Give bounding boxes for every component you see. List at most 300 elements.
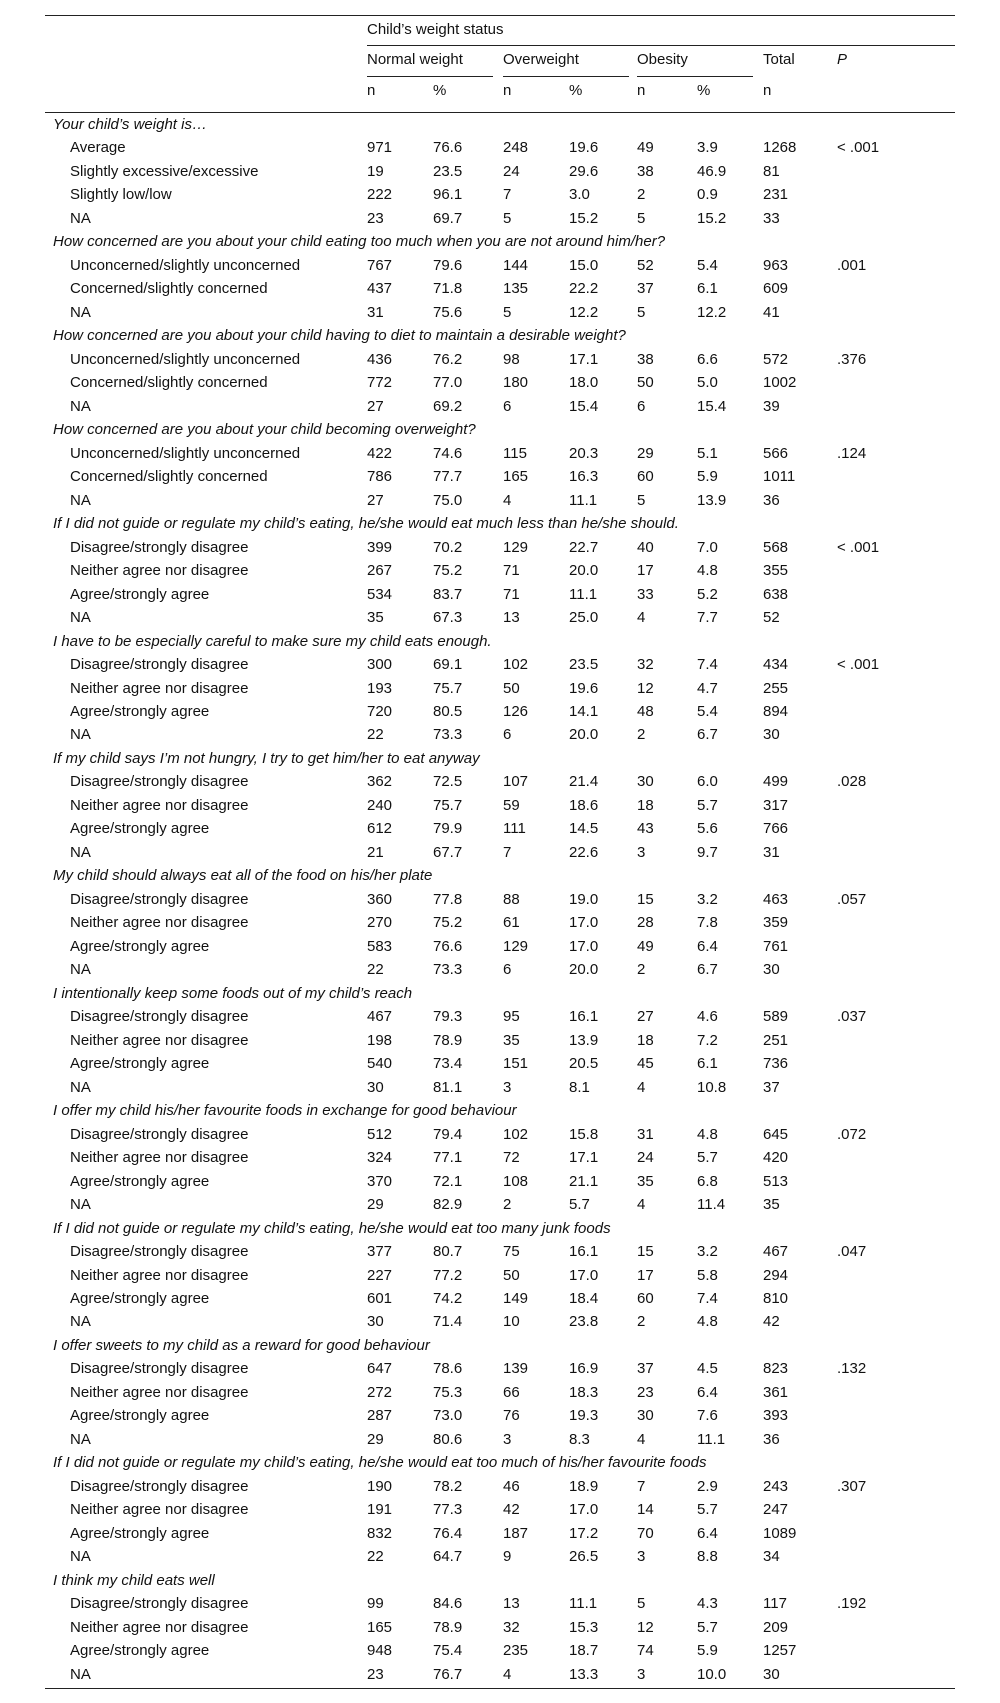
table-cell: 19.6 bbox=[569, 679, 599, 697]
table-cell: 11.1 bbox=[697, 1430, 726, 1448]
question-heading: How concerned are you about your child eating too much when you are not around him/her? bbox=[53, 233, 666, 251]
p-value: < .001 bbox=[837, 656, 880, 674]
table-cell: 77.0 bbox=[433, 374, 463, 392]
p-value: .132 bbox=[837, 1360, 867, 1378]
table-cell: 6.7 bbox=[697, 961, 718, 979]
table-cell: 31 bbox=[763, 843, 780, 861]
table-cell: 17.1 bbox=[569, 1149, 599, 1167]
table-cell: 98 bbox=[503, 350, 520, 368]
table-cell: 7.4 bbox=[697, 1290, 718, 1307]
table-cell: 22 bbox=[367, 726, 384, 744]
question-heading: Your child’s weight is… bbox=[53, 116, 207, 133]
table-cell: 15.4 bbox=[569, 397, 599, 415]
table-cell: 67.7 bbox=[433, 843, 463, 861]
table-cell: 60 bbox=[637, 1290, 654, 1307]
p-value: .192 bbox=[837, 1595, 867, 1613]
table-cell: 243 bbox=[763, 1477, 789, 1495]
table-cell: 4.5 bbox=[697, 1360, 718, 1378]
table-cell: 1268 bbox=[763, 139, 797, 157]
table-cell: 71 bbox=[503, 562, 520, 580]
table-cell: 23 bbox=[637, 1383, 654, 1401]
table-cell: 5.9 bbox=[697, 468, 718, 486]
table-cell: 513 bbox=[763, 1172, 789, 1190]
row-label: Disagree/strongly disagree bbox=[70, 656, 249, 674]
table-cell: 4 bbox=[637, 1196, 646, 1214]
col-obesity: Obesity bbox=[637, 51, 688, 68]
row-label: Neither agree nor disagree bbox=[70, 679, 249, 697]
row-label: Disagree/strongly disagree bbox=[70, 1595, 249, 1613]
table-cell: 13.9 bbox=[697, 491, 727, 509]
row-label: Disagree/strongly disagree bbox=[70, 890, 249, 908]
row-label: NA bbox=[70, 609, 91, 627]
table-cell: 4 bbox=[637, 1078, 646, 1096]
row-label: Unconcerned/slightly unconcerned bbox=[70, 350, 301, 368]
table-cell: 76 bbox=[503, 1407, 520, 1425]
table-cell: 5.7 bbox=[569, 1196, 590, 1214]
p-value: .057 bbox=[837, 890, 867, 908]
table-cell: 5.4 bbox=[697, 703, 718, 720]
table-cell: 4.8 bbox=[697, 1313, 718, 1331]
table-cell: 198 bbox=[367, 1031, 393, 1049]
table-cell: 99 bbox=[367, 1595, 384, 1613]
row-label: Agree/strongly agree bbox=[70, 1524, 210, 1542]
table-cell: 17.0 bbox=[569, 937, 599, 955]
p-value: .001 bbox=[837, 256, 867, 274]
top-rule bbox=[45, 15, 955, 16]
table-cell: 832 bbox=[367, 1524, 393, 1542]
row-label: Concerned/slightly concerned bbox=[70, 468, 268, 486]
table-cell: 11.1 bbox=[569, 585, 598, 603]
row-label: Neither agree nor disagree bbox=[70, 1031, 249, 1049]
table-cell: 720 bbox=[367, 703, 393, 720]
table-cell: 589 bbox=[763, 1008, 789, 1026]
row-label: Neither agree nor disagree bbox=[70, 1501, 249, 1519]
table-cell: 30 bbox=[763, 961, 780, 979]
table-cell: 31 bbox=[637, 1125, 654, 1143]
row-label: Disagree/strongly disagree bbox=[70, 773, 249, 791]
question-heading: I have to be especially careful to make sure my child eats enough. bbox=[53, 632, 492, 650]
table-cell: 72.5 bbox=[433, 773, 463, 791]
table-cell: 3.2 bbox=[697, 1243, 718, 1261]
table-cell: 78.6 bbox=[433, 1360, 463, 1378]
table-cell: 4.8 bbox=[697, 1125, 718, 1143]
table-cell: 67.3 bbox=[433, 609, 463, 627]
table-cell: 75.4 bbox=[433, 1642, 463, 1660]
table-cell: 21.1 bbox=[569, 1172, 599, 1190]
table-cell: 767 bbox=[367, 256, 393, 274]
table-cell: 40 bbox=[637, 538, 654, 556]
table-cell: 7.2 bbox=[697, 1031, 718, 1049]
table-cell: 77.3 bbox=[433, 1501, 463, 1519]
row-label: Concerned/slightly concerned bbox=[70, 280, 268, 298]
rule-normal bbox=[367, 76, 493, 77]
table-cell: 583 bbox=[367, 937, 393, 955]
table-cell: 609 bbox=[763, 280, 789, 298]
table-cell: 25.0 bbox=[569, 609, 599, 627]
table-cell: 5.6 bbox=[697, 820, 718, 838]
table-cell: 129 bbox=[503, 937, 529, 955]
table-cell: 6 bbox=[503, 726, 512, 744]
table-cell: 74.2 bbox=[433, 1290, 463, 1307]
table-cell: 17.0 bbox=[569, 1501, 599, 1519]
table-cell: 126 bbox=[503, 703, 529, 720]
table-cell: 4.8 bbox=[697, 562, 718, 580]
table-cell: 52 bbox=[637, 256, 654, 274]
table-cell: 76.2 bbox=[433, 350, 463, 368]
table-cell: 647 bbox=[367, 1360, 393, 1378]
table-cell: 24 bbox=[637, 1149, 654, 1167]
table-cell: 50 bbox=[503, 1266, 520, 1284]
col-total: Total bbox=[763, 51, 795, 68]
table-cell: 14.1 bbox=[569, 703, 599, 720]
table-cell: 34 bbox=[763, 1548, 780, 1566]
row-label: Agree/strongly agree bbox=[70, 1055, 210, 1073]
table-cell: 4 bbox=[503, 491, 512, 509]
table-cell: 6 bbox=[503, 961, 512, 979]
row-label: Unconcerned/slightly unconcerned bbox=[70, 444, 301, 462]
table-cell: 12.2 bbox=[697, 303, 727, 321]
table-cell: 971 bbox=[367, 139, 393, 157]
table-cell: 108 bbox=[503, 1172, 529, 1190]
table-cell: 82.9 bbox=[433, 1196, 463, 1214]
table-cell: 95 bbox=[503, 1008, 520, 1026]
table-cell: 11.1 bbox=[569, 491, 598, 509]
table-cell: 17.0 bbox=[569, 914, 599, 932]
table-cell: 27 bbox=[367, 491, 384, 509]
table-cell: 79.3 bbox=[433, 1008, 463, 1026]
table-cell: 73.4 bbox=[433, 1055, 463, 1073]
table-cell: 317 bbox=[763, 796, 789, 814]
table-cell: 76.7 bbox=[433, 1665, 463, 1683]
table-cell: 22 bbox=[367, 1548, 384, 1566]
table-cell: 37 bbox=[763, 1078, 780, 1096]
table-cell: 77.8 bbox=[433, 890, 463, 908]
table-cell: 17.0 bbox=[569, 1266, 599, 1284]
table-cell: 84.6 bbox=[433, 1595, 463, 1613]
table-cell: 5.1 bbox=[697, 444, 718, 462]
table-cell: 7 bbox=[503, 843, 512, 861]
table-cell: 165 bbox=[367, 1618, 393, 1636]
sub-n: n bbox=[637, 82, 646, 99]
table-cell: 11.4 bbox=[697, 1196, 726, 1214]
table-cell: 209 bbox=[763, 1618, 789, 1636]
table-cell: 7.4 bbox=[697, 656, 718, 674]
table-cell: 15 bbox=[637, 890, 654, 908]
table-cell: 5 bbox=[503, 209, 512, 227]
table-cell: 540 bbox=[367, 1055, 393, 1073]
p-value: .072 bbox=[837, 1125, 867, 1143]
table-cell: 0.9 bbox=[697, 186, 718, 204]
row-label: Average bbox=[70, 139, 126, 157]
table-cell: 5.8 bbox=[697, 1266, 718, 1284]
table-cell: 38 bbox=[637, 162, 654, 180]
table-cell: 19.0 bbox=[569, 890, 599, 908]
table-cell: 2 bbox=[637, 1313, 646, 1331]
table-cell: 111 bbox=[503, 820, 526, 838]
table-cell: 499 bbox=[763, 773, 789, 791]
question-heading: I intentionally keep some foods out of my child’s reach bbox=[53, 984, 413, 1002]
table-cell: 948 bbox=[367, 1642, 393, 1660]
table-cell: 7.8 bbox=[697, 914, 718, 932]
row-label: NA bbox=[70, 397, 91, 415]
table-cell: 29 bbox=[367, 1196, 384, 1214]
table-cell: 512 bbox=[367, 1125, 393, 1143]
row-label: Concerned/slightly concerned bbox=[70, 374, 268, 392]
table-cell: 422 bbox=[367, 444, 393, 462]
table-cell: 20.0 bbox=[569, 726, 599, 744]
row-label: Neither agree nor disagree bbox=[70, 1618, 249, 1636]
table-cell: 9 bbox=[503, 1548, 512, 1566]
row-label: Slightly excessive/excessive bbox=[70, 162, 259, 180]
p-value: < .001 bbox=[837, 538, 880, 556]
table-cell: 23.5 bbox=[433, 162, 463, 180]
table-cell: 270 bbox=[367, 914, 393, 932]
table-cell: 36 bbox=[763, 491, 780, 509]
table-cell: 144 bbox=[503, 256, 529, 274]
row-label: NA bbox=[70, 1430, 91, 1448]
table-cell: 191 bbox=[367, 1501, 393, 1519]
table-cell: 102 bbox=[503, 1125, 529, 1143]
table-cell: 4.3 bbox=[697, 1595, 718, 1613]
table-cell: 436 bbox=[367, 350, 393, 368]
table-cell: 16.1 bbox=[569, 1243, 599, 1261]
table-cell: 294 bbox=[763, 1266, 789, 1284]
table-cell: 227 bbox=[367, 1266, 393, 1284]
row-label: NA bbox=[70, 1196, 91, 1214]
sub-n: n bbox=[367, 82, 376, 99]
row-label: NA bbox=[70, 303, 91, 321]
table-cell: 251 bbox=[763, 1031, 789, 1049]
table-cell: 30 bbox=[367, 1313, 384, 1331]
row-label: Disagree/strongly disagree bbox=[70, 1008, 249, 1026]
table-cell: 61 bbox=[503, 914, 520, 932]
table-cell: 370 bbox=[367, 1172, 393, 1190]
table-cell: 1089 bbox=[763, 1524, 797, 1542]
table-cell: 572 bbox=[763, 350, 789, 368]
table-cell: 18.3 bbox=[569, 1383, 599, 1401]
table-cell: 8.1 bbox=[569, 1078, 590, 1096]
table-cell: 69.7 bbox=[433, 209, 463, 227]
table-cell: 73.3 bbox=[433, 726, 463, 744]
row-label: Neither agree nor disagree bbox=[70, 1266, 249, 1284]
table-cell: 29.6 bbox=[569, 162, 599, 180]
table-cell: 180 bbox=[503, 374, 529, 392]
table-cell: 83.7 bbox=[433, 585, 463, 603]
table-cell: 33 bbox=[763, 209, 780, 227]
table-cell: 71.4 bbox=[433, 1313, 463, 1331]
table-cell: 77.7 bbox=[433, 468, 463, 486]
row-label: NA bbox=[70, 1313, 91, 1331]
table-cell: 32 bbox=[637, 656, 654, 674]
table-cell: 359 bbox=[763, 914, 789, 932]
row-label: Neither agree nor disagree bbox=[70, 914, 249, 932]
table-cell: 12.2 bbox=[569, 303, 599, 321]
table-cell: 81.1 bbox=[433, 1078, 463, 1096]
row-label: Agree/strongly agree bbox=[70, 1407, 210, 1425]
table-cell: 638 bbox=[763, 585, 789, 603]
table-cell: 222 bbox=[367, 186, 393, 204]
table-cell: 74.6 bbox=[433, 444, 463, 462]
table-cell: 18.6 bbox=[569, 796, 599, 814]
table-cell: 1257 bbox=[763, 1642, 797, 1660]
table-cell: 5.9 bbox=[697, 1642, 718, 1660]
table-cell: 48 bbox=[637, 703, 654, 720]
table-cell: 360 bbox=[367, 890, 393, 908]
row-label: Disagree/strongly disagree bbox=[70, 1477, 249, 1495]
table-cell: 76.6 bbox=[433, 139, 463, 157]
table-cell: 46 bbox=[503, 1477, 520, 1495]
table-cell: 52 bbox=[763, 609, 780, 627]
row-label: NA bbox=[70, 961, 91, 979]
table-cell: 27 bbox=[367, 397, 384, 415]
question-heading: My child should always eat all of the food on his/her plate bbox=[53, 867, 433, 885]
table-cell: 463 bbox=[763, 890, 789, 908]
col-overweight: Overweight bbox=[503, 51, 579, 68]
table-cell: 377 bbox=[367, 1243, 393, 1261]
table-cell: 6.4 bbox=[697, 1383, 718, 1401]
table-cell: 74 bbox=[637, 1642, 654, 1660]
table-cell: 3.2 bbox=[697, 890, 718, 908]
table-cell: 66 bbox=[503, 1383, 520, 1401]
table-cell: 23 bbox=[367, 209, 384, 227]
sub-n: n bbox=[503, 82, 512, 99]
table-cell: 88 bbox=[503, 890, 520, 908]
p-value: .047 bbox=[837, 1243, 867, 1261]
table-cell: 3 bbox=[637, 1665, 646, 1683]
table-cell: 39 bbox=[763, 397, 780, 415]
row-label: Agree/strongly agree bbox=[70, 937, 210, 955]
table-cell: 8.8 bbox=[697, 1548, 718, 1566]
table-cell: 300 bbox=[367, 656, 393, 674]
rule-overweight bbox=[503, 76, 629, 77]
table-cell: 81 bbox=[763, 162, 780, 180]
table-cell: 22.7 bbox=[569, 538, 599, 556]
table-cell: 151 bbox=[503, 1055, 529, 1073]
row-label: NA bbox=[70, 1548, 91, 1566]
table-cell: 2 bbox=[637, 186, 646, 204]
table-cell: 80.5 bbox=[433, 703, 463, 720]
table-cell: 15.0 bbox=[569, 256, 599, 274]
question-heading: I think my child eats well bbox=[53, 1571, 215, 1589]
table-cell: 3.9 bbox=[697, 139, 718, 157]
table-cell: 77.1 bbox=[433, 1149, 463, 1167]
row-label: NA bbox=[70, 1665, 91, 1683]
table-cell: 736 bbox=[763, 1055, 789, 1073]
table-cell: 18 bbox=[637, 1031, 654, 1049]
table-cell: 19.6 bbox=[569, 139, 599, 157]
table-cell: 23 bbox=[367, 1665, 384, 1683]
table-cell: 37 bbox=[637, 1360, 654, 1378]
table-cell: 79.6 bbox=[433, 256, 463, 274]
table-cell: 5 bbox=[637, 303, 646, 321]
table-cell: 3.0 bbox=[569, 186, 590, 204]
table-cell: 75.7 bbox=[433, 679, 463, 697]
table-cell: 287 bbox=[367, 1407, 393, 1425]
table-cell: 37 bbox=[637, 280, 654, 298]
table-cell: 18.9 bbox=[569, 1477, 599, 1495]
row-label: Disagree/strongly disagree bbox=[70, 1360, 249, 1378]
table-cell: 18.4 bbox=[569, 1290, 599, 1307]
table-cell: 6 bbox=[503, 397, 512, 415]
table-cell: 30 bbox=[637, 773, 654, 791]
table-cell: 566 bbox=[763, 444, 789, 462]
table-cell: 20.0 bbox=[569, 562, 599, 580]
table-cell: 2 bbox=[637, 726, 646, 744]
table-cell: 5 bbox=[637, 1595, 646, 1613]
table-cell: 568 bbox=[763, 538, 789, 556]
table-cell: 766 bbox=[763, 820, 789, 838]
table-cell: 393 bbox=[763, 1407, 789, 1425]
table-cell: 6.7 bbox=[697, 726, 718, 744]
table-cell: 6.4 bbox=[697, 1524, 718, 1542]
table-cell: 193 bbox=[367, 679, 393, 697]
table-cell: 13.9 bbox=[569, 1031, 599, 1049]
table-cell: 46.9 bbox=[697, 162, 727, 180]
table-cell: 42 bbox=[763, 1313, 780, 1331]
table-cell: 80.7 bbox=[433, 1243, 463, 1261]
table-cell: 20.3 bbox=[569, 444, 599, 462]
table-cell: 362 bbox=[367, 773, 393, 791]
table-cell: 2 bbox=[637, 961, 646, 979]
table-cell: 29 bbox=[367, 1430, 384, 1448]
table-cell: 5.4 bbox=[697, 256, 718, 274]
p-value: .376 bbox=[837, 350, 867, 368]
sub-pct: % bbox=[433, 82, 447, 99]
group-header: Child’s weight status bbox=[367, 21, 504, 38]
table-cell: 13.3 bbox=[569, 1665, 599, 1683]
table-cell: 20.5 bbox=[569, 1055, 599, 1073]
table-cell: 355 bbox=[763, 562, 789, 580]
table-cell: 78.9 bbox=[433, 1031, 463, 1049]
table-cell: 59 bbox=[503, 796, 520, 814]
table-cell: 15.4 bbox=[697, 397, 727, 415]
table-cell: 15.2 bbox=[569, 209, 599, 227]
table-cell: 18 bbox=[637, 796, 654, 814]
row-label: Disagree/strongly disagree bbox=[70, 1125, 249, 1143]
table-cell: 810 bbox=[763, 1290, 789, 1307]
table-cell: 72 bbox=[503, 1149, 520, 1167]
table-cell: 4 bbox=[503, 1665, 512, 1683]
table-cell: 5 bbox=[637, 209, 646, 227]
table-cell: 78.9 bbox=[433, 1618, 463, 1636]
table-cell: 14.5 bbox=[569, 820, 599, 838]
row-label: Agree/strongly agree bbox=[70, 1172, 210, 1190]
table-cell: 823 bbox=[763, 1360, 789, 1378]
p-value: .037 bbox=[837, 1008, 867, 1026]
row-label: Slightly low/low bbox=[70, 186, 172, 204]
group-rule bbox=[367, 45, 955, 46]
table-cell: 4.7 bbox=[697, 679, 718, 697]
table-cell: 135 bbox=[503, 280, 529, 298]
table-cell: 70.2 bbox=[433, 538, 463, 556]
table-cell: 420 bbox=[763, 1149, 789, 1167]
table-cell: 75.0 bbox=[433, 491, 463, 509]
table-cell: 10.8 bbox=[697, 1078, 727, 1096]
table-cell: 3 bbox=[637, 843, 646, 861]
table-cell: 786 bbox=[367, 468, 393, 486]
table-cell: 7.6 bbox=[697, 1407, 718, 1425]
row-label: Neither agree nor disagree bbox=[70, 1149, 249, 1167]
table-cell: 21 bbox=[367, 843, 384, 861]
table-cell: 79.9 bbox=[433, 820, 463, 838]
sub-pct: % bbox=[569, 82, 583, 99]
table-cell: 3 bbox=[503, 1430, 512, 1448]
table-cell: 29 bbox=[637, 444, 654, 462]
table-cell: 4.6 bbox=[697, 1008, 718, 1026]
table-cell: 23.8 bbox=[569, 1313, 599, 1331]
table-cell: 247 bbox=[763, 1501, 789, 1519]
table-cell: 16.3 bbox=[569, 468, 599, 486]
